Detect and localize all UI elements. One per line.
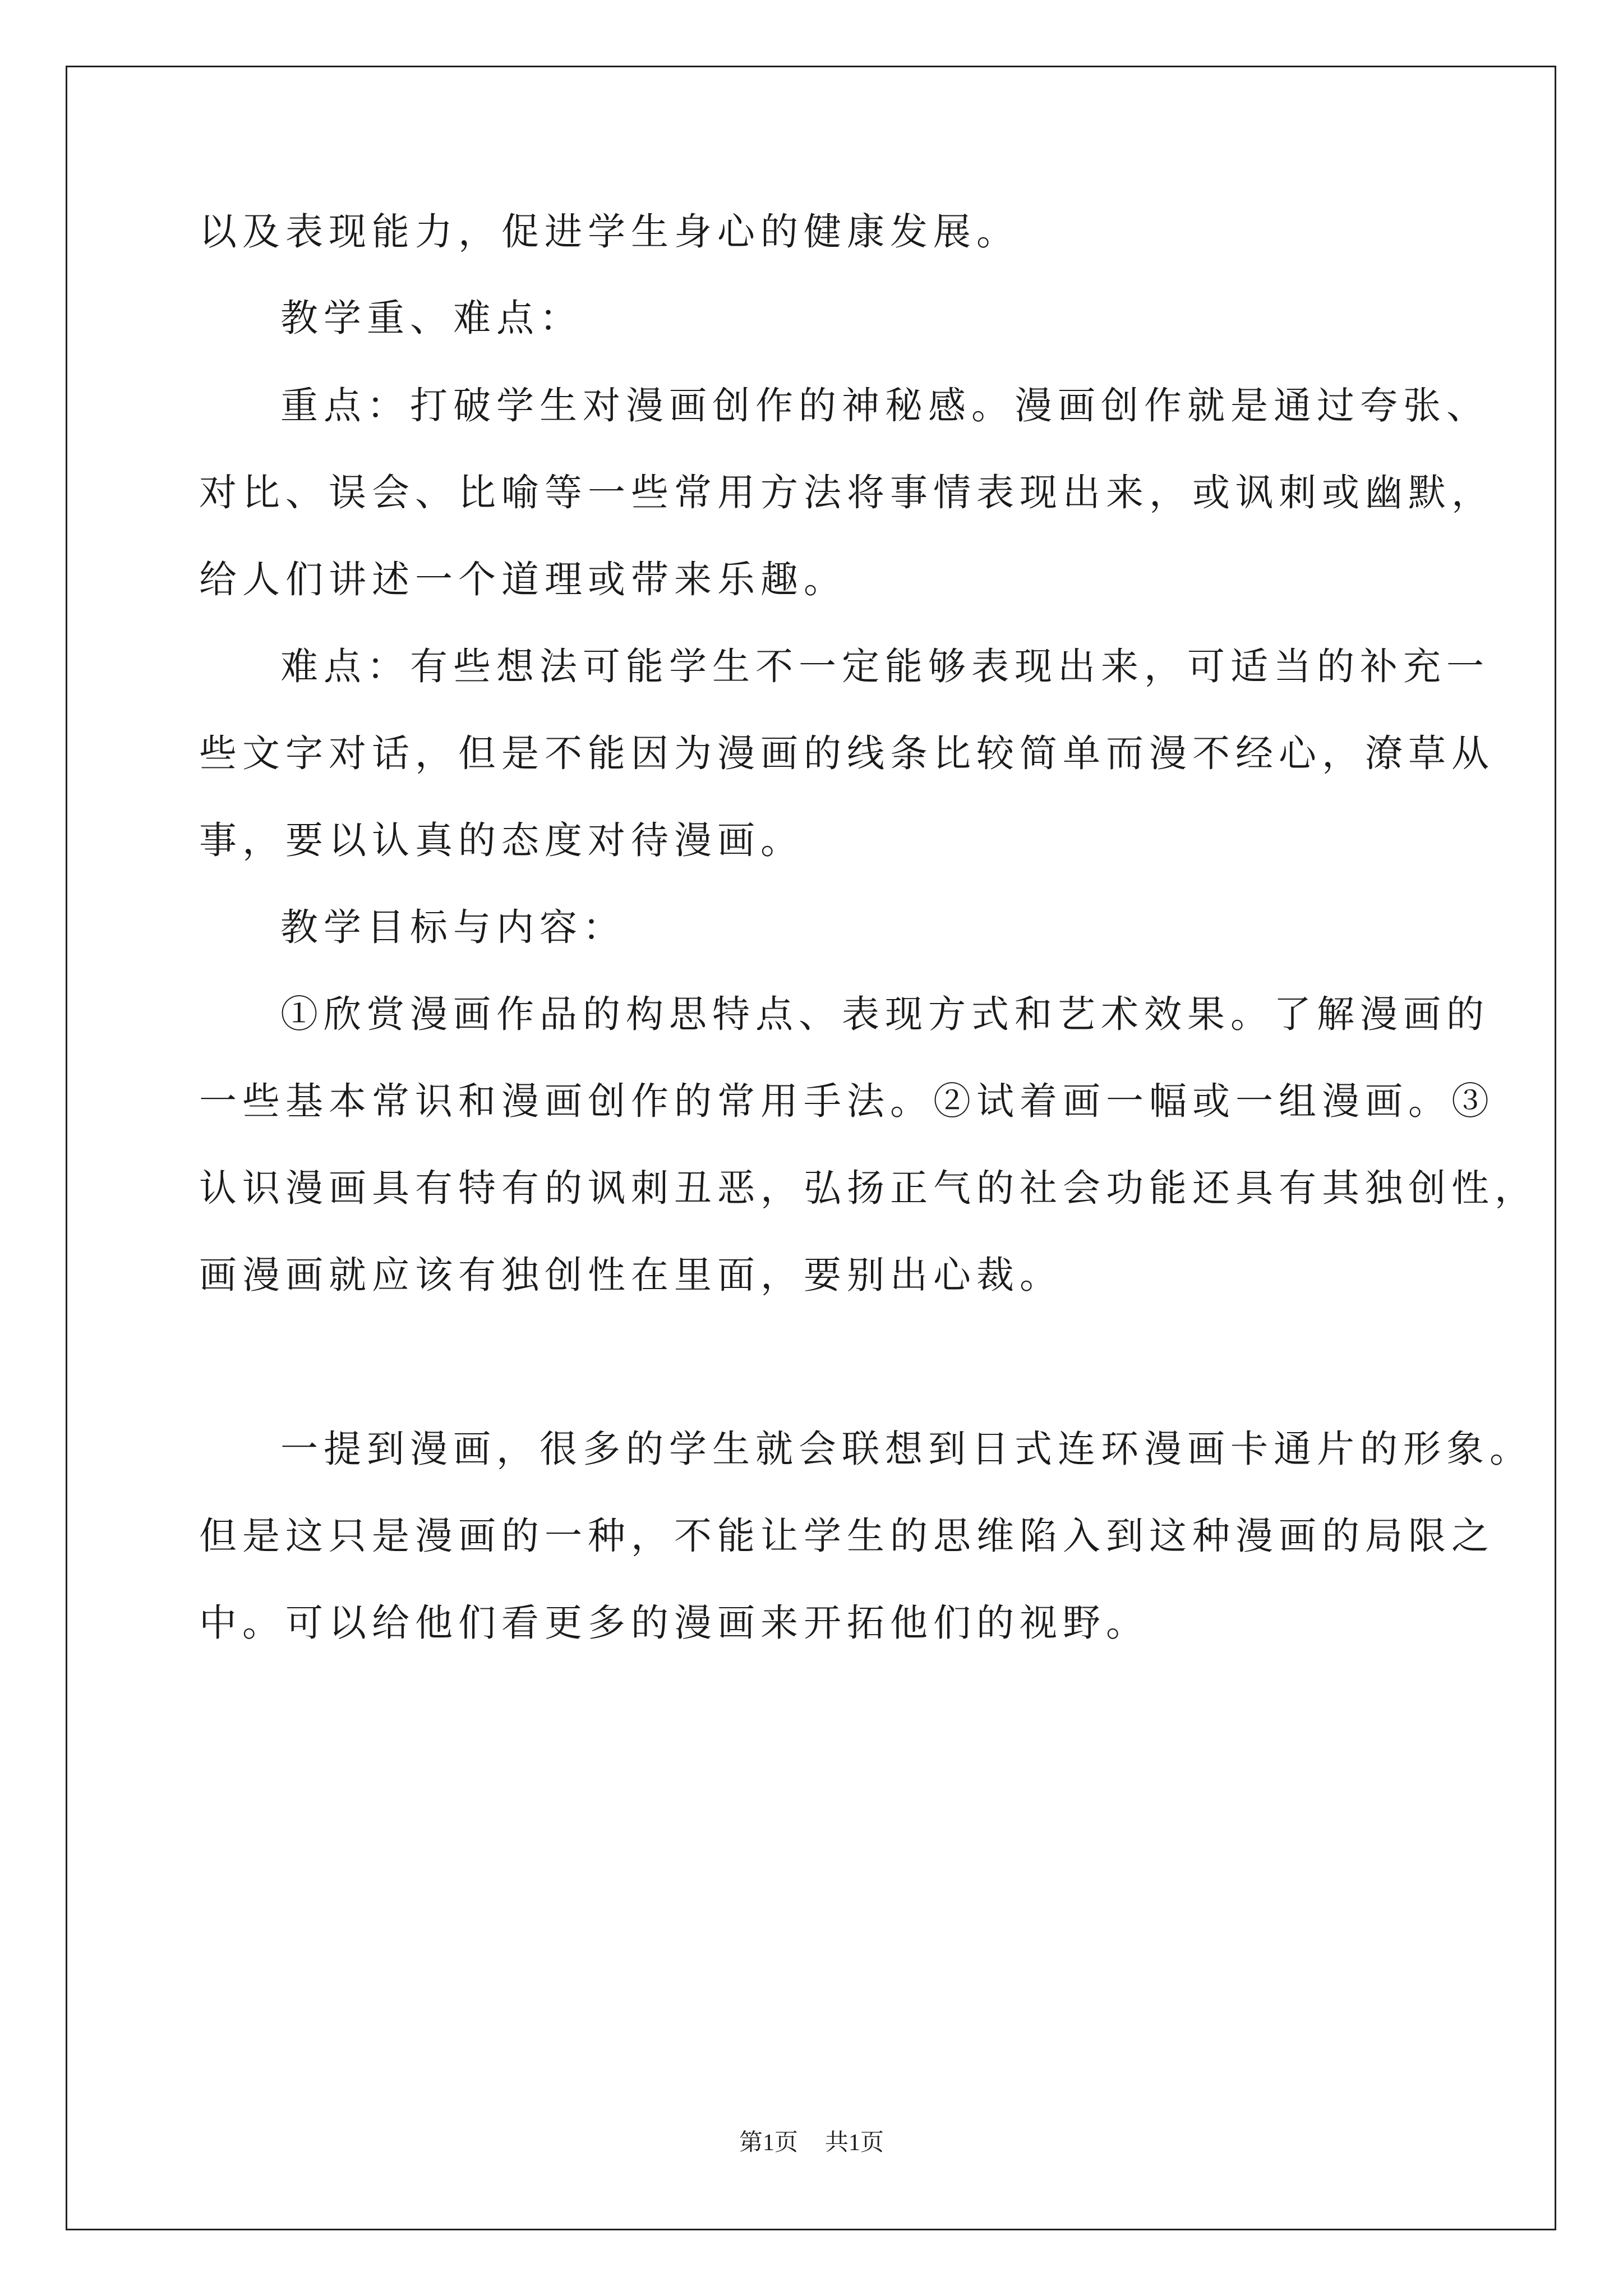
text-line: 给人们讲述一个道理或带来乐趣。 [199,558,847,601]
text-line: 以及表现能力，促进学生身心的健康发展。 [199,210,1020,254]
text-line: 事，要以认真的态度对待漫画。 [199,818,804,862]
page-footer [0,2129,1623,2157]
text-line: 画漫画就应该有独创性在里面，要别出心裁。 [199,1253,1063,1297]
text-line: 中。可以给他们看更多的漫画来开拓他们的视野。 [199,1601,1149,1645]
text-line: ①欣赏漫画作品的构思特点、表现方式和艺术效果。了解漫画的 [280,992,1490,1036]
text-line: 重点：打破学生对漫画创作的神秘感。漫画创作就是通过夸张、 [280,384,1490,427]
text-line: 对比、误会、比喻等一些常用方法将事情表现出来，或讽刺或幽默， [199,471,1495,514]
page-total: 共1页 [825,2130,884,2156]
text-line: 一些基本常识和漫画创作的常用手法。②试着画一幅或一组漫画。③ [199,1079,1495,1123]
text-line: 一提到漫画，很多的学生就会联想到日式连环漫画卡通片的形象。 [280,1427,1533,1471]
text-line: 认识漫画具有特有的讽刺丑恶，弘扬正气的社会功能还具有其独创性， [199,1166,1538,1210]
text-line: 教学目标与内容： [280,905,626,949]
text-line: 教学重、难点： [280,296,583,340]
text-line: 难点：有些想法可能学生不一定能够表现出来，可适当的补充一 [280,645,1490,688]
text-line: 但是这只是漫画的一种，不能让学生的思维陷入到这种漫画的局限之 [199,1514,1495,1558]
page-number: 第1页 [739,2130,798,2156]
text-line: 些文字对话，但是不能因为漫画的线条比较简单而漫不经心，潦草从 [199,731,1495,775]
